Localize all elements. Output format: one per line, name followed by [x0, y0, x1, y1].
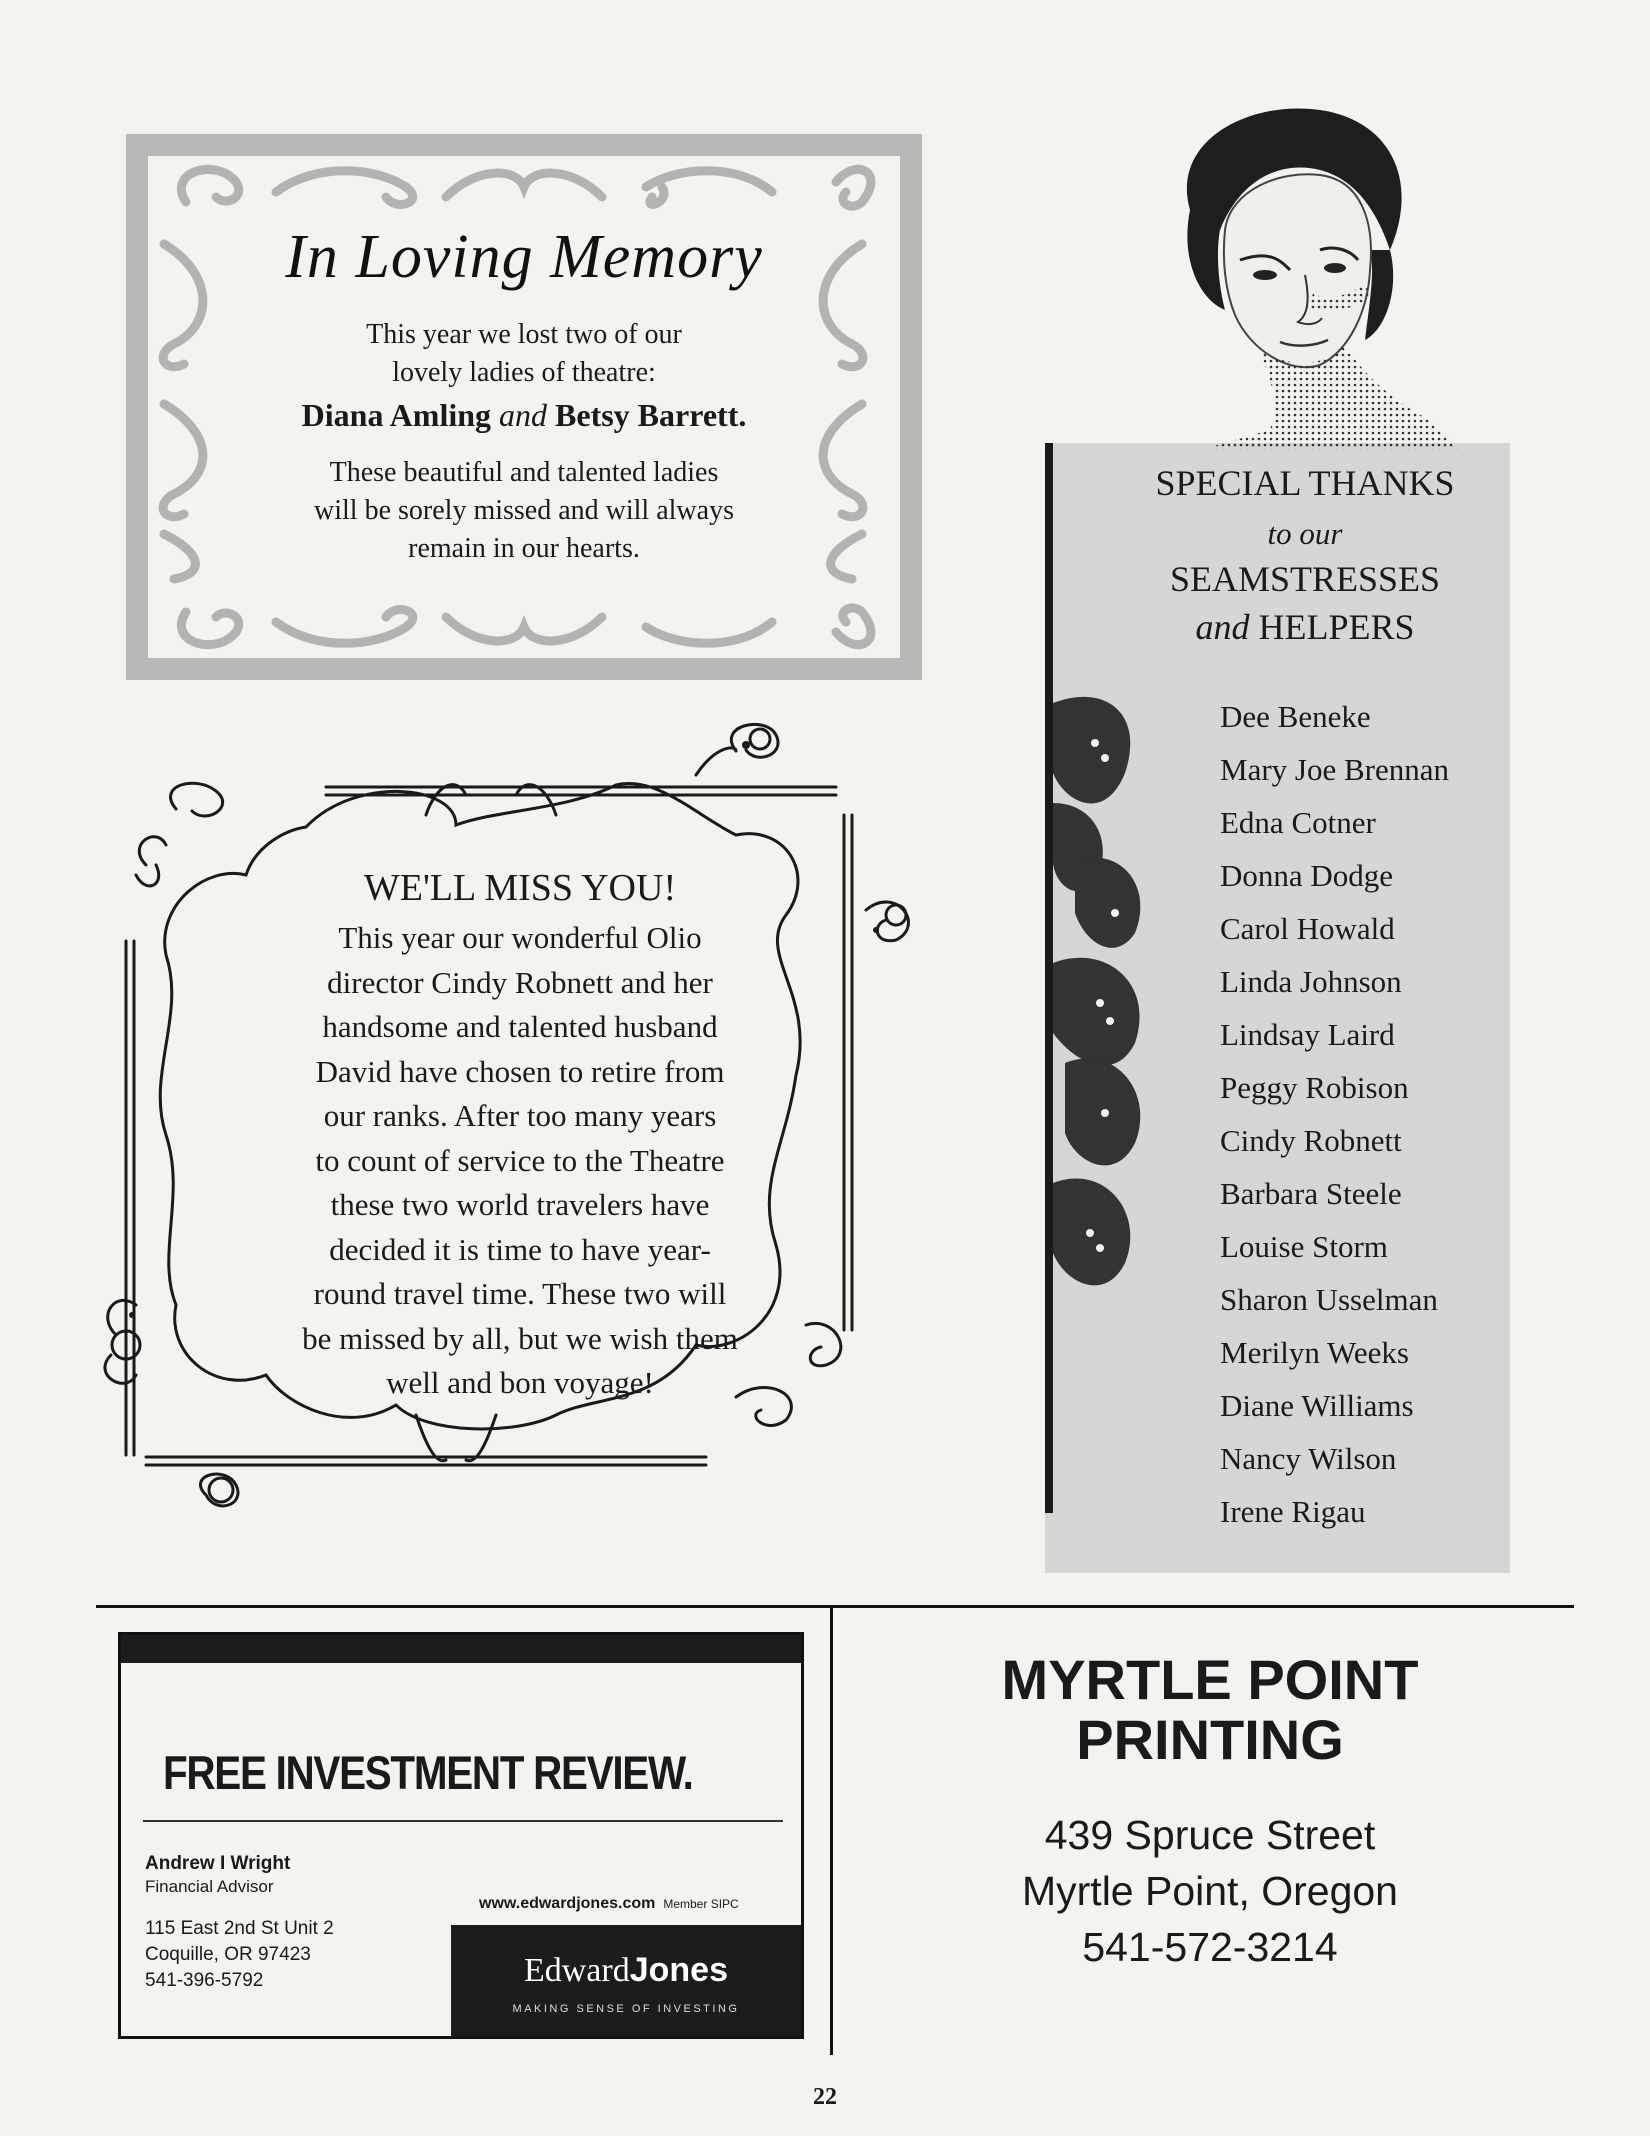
- miss-you-line: This year our wonderful Olio: [338, 920, 702, 955]
- thanks-subheading: to our: [1267, 516, 1343, 551]
- helper-name: Barbara Steele: [1220, 1176, 1402, 1211]
- thanks-helpers-word: HELPERS: [1258, 607, 1415, 647]
- memory-line: This year we lost two of our: [366, 319, 682, 350]
- advisor-address: Coquille, OR 97423: [145, 1944, 311, 1965]
- printing-city: Myrtle Point, Oregon: [1022, 1868, 1398, 1914]
- memory-name: Diana Amling: [301, 397, 492, 433]
- miss-you-line: our ranks. After too many years: [323, 1098, 717, 1133]
- member-sipc: Member SIPC: [663, 1897, 739, 1911]
- memory-names-line: [126, 396, 922, 434]
- vertical-divider: [830, 1605, 833, 2055]
- miss-you-line: handsome and talented husband: [322, 1009, 718, 1044]
- helpers-list: [1220, 690, 1449, 1538]
- advisor-phone: 541-396-5792: [145, 1970, 264, 1991]
- miss-you-line: decided it is time to have year-: [329, 1231, 711, 1267]
- helper-name: Louise Storm: [1220, 1229, 1388, 1264]
- miss-you-line: round travel time. These two will: [313, 1276, 727, 1311]
- edward-jones-logo-box: [451, 1925, 801, 2036]
- advisor-address: 115 East 2nd St Unit 2: [145, 1918, 334, 1939]
- page-number: 22: [813, 2084, 837, 2110]
- logo-tagline: MAKING SENSE OF INVESTING: [512, 2003, 740, 2015]
- miss-you-line: David have chosen to retire from: [315, 1053, 725, 1089]
- miss-you-title: WE'LL MISS YOU!: [363, 867, 677, 909]
- printing-title: PRINTING: [1076, 1708, 1344, 1771]
- horizontal-divider: [96, 1605, 1574, 1608]
- vintage-woman-portrait: [1130, 100, 1460, 450]
- advisor-name: Andrew I Wright: [145, 1853, 291, 1874]
- advisor-title: Financial Advisor: [145, 1877, 274, 1896]
- thanks-and-word: and: [1195, 607, 1250, 647]
- thanks-heading: SEAMSTRESSES: [1169, 559, 1441, 599]
- ad-website: [479, 1895, 739, 1913]
- logo-first-word: Edward: [523, 1952, 630, 1989]
- memory-and-word: and: [499, 397, 548, 433]
- miss-you-line: to count of service to the Theatre: [315, 1142, 725, 1178]
- helper-name: Nancy Wilson: [1220, 1441, 1397, 1476]
- memory-title: In Loving Memory: [285, 223, 763, 291]
- helper-name: Linda Johnson: [1220, 964, 1402, 999]
- helper-name: Irene Rigau: [1220, 1494, 1366, 1529]
- helper-name: Cindy Robnett: [1220, 1123, 1402, 1158]
- in-loving-memory-panel: [126, 134, 922, 680]
- helper-name: Lindsay Laird: [1220, 1017, 1395, 1052]
- ad-top-bar: [121, 1635, 801, 1663]
- miss-you-line: well and bon voyage!: [386, 1365, 654, 1400]
- helper-name: Diane Williams: [1220, 1388, 1414, 1423]
- logo-second-word: Jones: [629, 1951, 728, 1989]
- helper-name: Peggy Robison: [1220, 1070, 1409, 1105]
- memory-line: lovely ladies of theatre:: [392, 357, 656, 388]
- ad-headline: FREE INVESTMENT REVIEW.: [163, 1746, 693, 1799]
- thanks-heading: SPECIAL THANKS: [1155, 463, 1455, 503]
- thanks-heading: [1095, 606, 1515, 648]
- memory-line: will be sorely missed and will always: [314, 495, 734, 526]
- edward-jones-ad: [118, 1632, 804, 2039]
- printing-title: MYRTLE POINT: [1001, 1648, 1419, 1711]
- edward-jones-logo: [451, 1951, 801, 1990]
- printing-phone: 541-572-3214: [1082, 1924, 1338, 1970]
- website-link[interactable]: www.edwardjones.com: [479, 1895, 656, 1912]
- helper-name: Dee Beneke: [1220, 699, 1371, 734]
- memory-line: remain in our hearts.: [408, 533, 640, 564]
- scrollwork-bottom-ornament: [146, 592, 902, 662]
- helper-name: Sharon Usselman: [1220, 1282, 1438, 1317]
- helper-name: Carol Howald: [1220, 911, 1395, 946]
- helper-name: Donna Dodge: [1220, 858, 1394, 893]
- ad-rule: [143, 1820, 783, 1822]
- miss-you-body: [240, 916, 800, 1406]
- miss-you-line: these two world travelers have: [330, 1187, 710, 1222]
- memory-name: Betsy Barrett.: [555, 397, 747, 433]
- scrollwork-top-ornament: [146, 152, 902, 222]
- helper-name: Edna Cotner: [1220, 805, 1376, 840]
- helper-name: Mary Joe Brennan: [1220, 752, 1449, 787]
- helper-name: Merilyn Weeks: [1220, 1335, 1409, 1370]
- miss-you-line: be missed by all, but we wish them: [302, 1320, 738, 1356]
- printing-street: 439 Spruce Street: [1044, 1812, 1376, 1858]
- miss-you-line: director Cindy Robnett and her: [327, 964, 713, 1000]
- memory-line: These beautiful and talented ladies: [329, 457, 719, 488]
